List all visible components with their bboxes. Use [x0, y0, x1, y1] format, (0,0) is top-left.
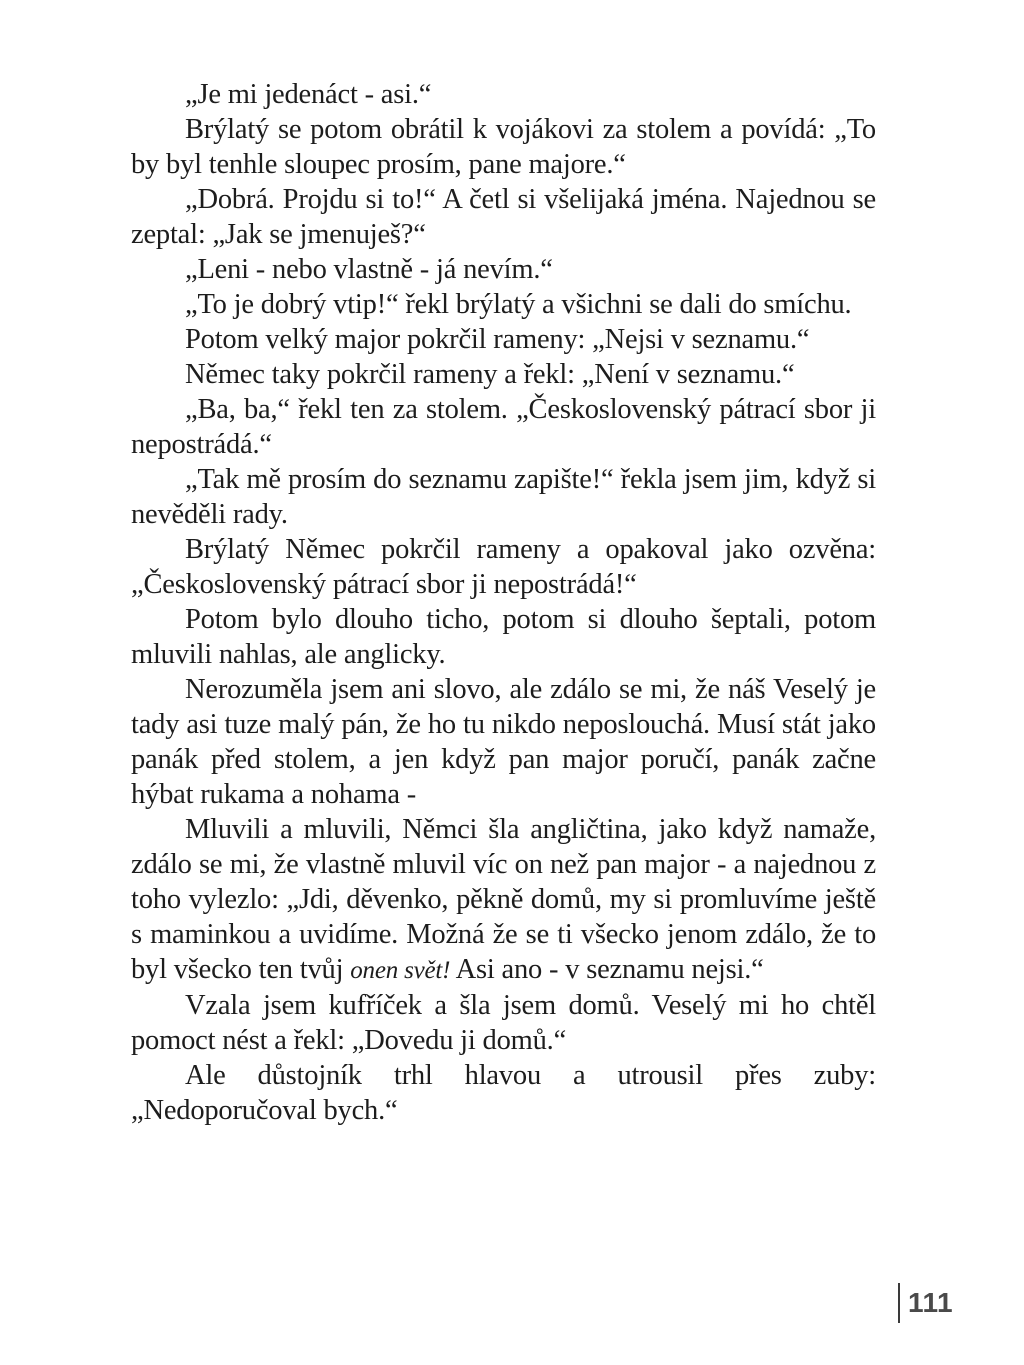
paragraph: „Leni - nebo vlastně - já nevím.“: [185, 254, 553, 285]
paragraph: „Tak mě prosím do seznamu zapište!“ řekla jsem jim, když si nevěděli rady.: [131, 464, 876, 530]
paragraph-with-emphasis: [131, 812, 876, 988]
paragraph: Vzala jsem kufříček a šla jsem domů. Veselý mi ho chtěl pomoct nést a řekl: „Dovedu ji domů.“: [131, 990, 876, 1056]
paragraph-text: Mluvili a mluvili, Němci šla angličtina, jako když namaže, zdálo se mi, že vlastně mluvil víc on než pan major - a najednou z toho vylezlo: „Jdi, děvenko, pěkně domů, my si promluvíme ještě s maminkou a uvidíme. Možná že se ti všecko jenom zdálo, že to byl všecko ten tvůj: [131, 814, 876, 985]
paragraph: Potom bylo dlouho ticho, potom si dlouho šeptali, potom mluvili nahlas, ale anglicky.: [131, 604, 876, 670]
paragraph: Potom velký major pokrčil rameny: „Nejsi v seznamu.“: [185, 324, 810, 355]
paragraph: „Je mi jedenáct - asi.“: [185, 79, 432, 110]
paragraph: Němec taky pokrčil rameny a řekl: „Není v seznamu.“: [185, 359, 795, 390]
body-text: [131, 77, 876, 1128]
paragraph: „To je dobrý vtip!“ řekl brýlatý a všichni se dali do smíchu.: [185, 289, 852, 320]
page-number-rule: [898, 1283, 900, 1323]
paragraph-text: Asi ano - v seznamu nejsi.“: [450, 954, 764, 985]
page-footer: [898, 1283, 953, 1323]
paragraph: Brýlatý Němec pokrčil rameny a opakoval jako ozvěna: „Československý pátrací sbor ji nepostrádá!“: [131, 534, 876, 600]
page-number: 111: [908, 1287, 954, 1318]
emphasis-text: onen svět!: [350, 957, 451, 984]
paragraph: Nerozuměla jsem ani slovo, ale zdálo se mi, že náš Veselý je tady asi tuze malý pán, že ho tu nikdo neposlouchá. Musí stát jako panák před stolem, a jen když pan major poručí, panák začne hýbat rukama a nohama -: [131, 674, 876, 810]
paragraph: „Dobrá. Projdu si to!“ A četl si všelijaká jména. Najednou se zeptal: „Jak se jmenuješ?“: [131, 184, 876, 250]
paragraph: Brýlatý se potom obrátil k vojákovi za stolem a povídá: „To by byl tenhle sloupec prosím, pane majore.“: [131, 114, 876, 180]
paragraph: „Ba, ba,“ řekl ten za stolem. „Československý pátrací sbor ji nepostrádá.“: [131, 394, 876, 460]
paragraph: Ale důstojník trhl hlavou a utrousil přes zuby: „Nedoporučoval bych.“: [131, 1060, 876, 1126]
